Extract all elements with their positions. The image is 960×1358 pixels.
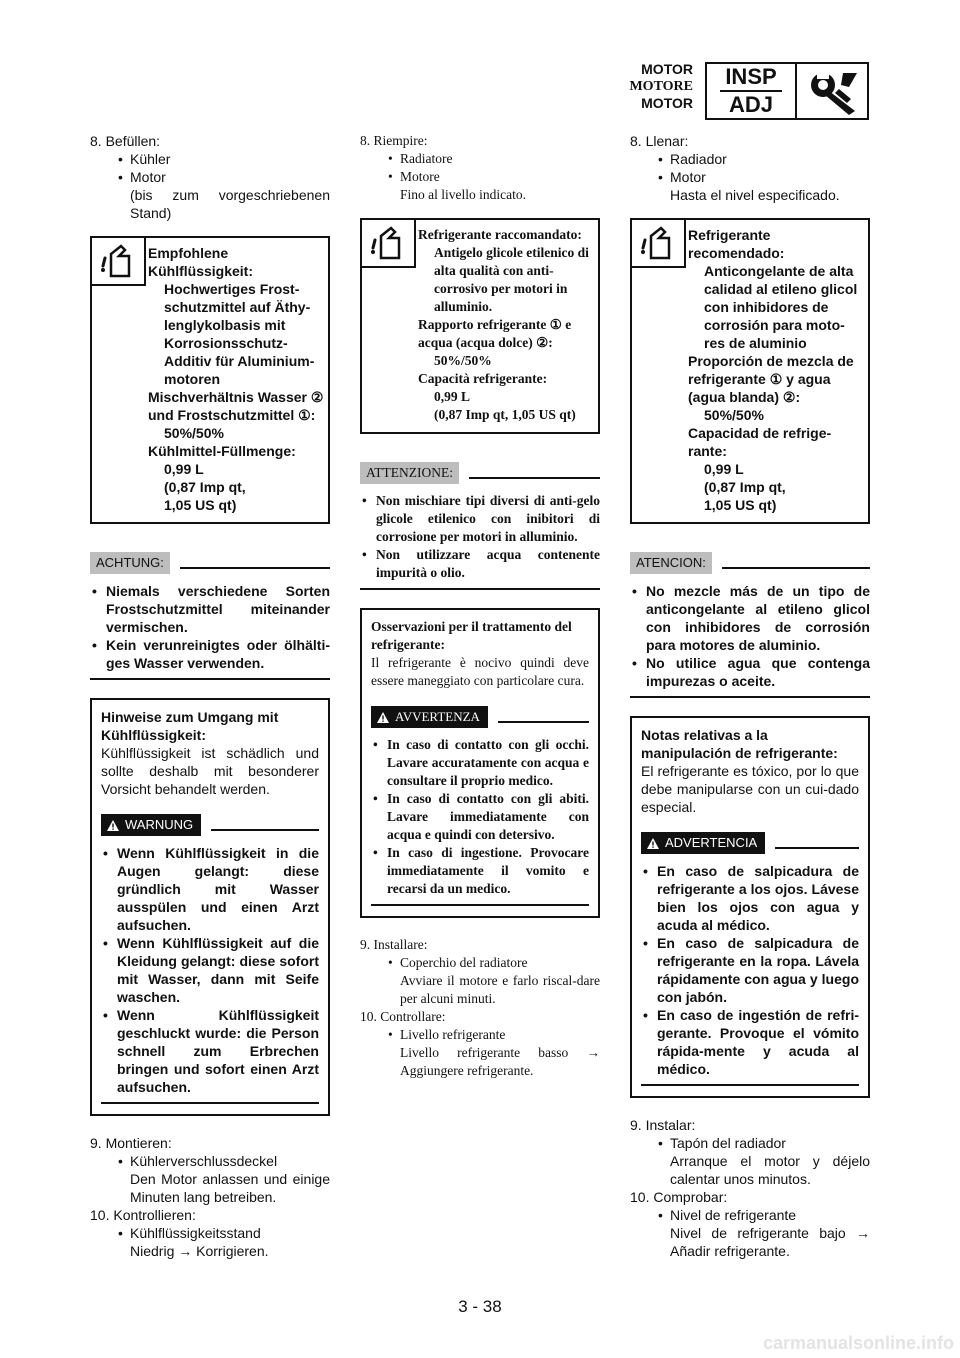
spec-line: 0,99 L	[434, 389, 471, 404]
spec-line: Kühlmittel-Füllmenge:	[148, 443, 296, 459]
wrench-icon	[797, 64, 867, 118]
badge-bottom: ADJ	[728, 92, 773, 117]
note-text: Il refrigerante è nocivo quindi deve essere maneggiato con particolare cura.	[371, 655, 589, 688]
column-spanish	[630, 132, 870, 1260]
spec-line: 50%/50%	[704, 407, 764, 423]
step-10-heading: 10. Controllare:	[360, 1009, 446, 1024]
warning-triangle-icon	[107, 820, 119, 831]
warning-label: AVVERTENZA	[371, 706, 488, 728]
note-title: Hinweise zum Umgang mit Kühlflüssigkeit:	[101, 709, 279, 743]
spec-line: Refrigerante raccomandato:	[418, 227, 582, 242]
warning-item: • En caso de salpicadura de refrigerante a los ojos. Lávese bien los ojos con agua y acuda al médico.	[641, 862, 859, 934]
spec-line: Hochwertiges Frost-schutzmittel auf Äthy-lenglykolbasis mit Korrosionsschutz-Additiv für Aluminium-motoren	[164, 281, 315, 387]
coolant-spec-box	[90, 236, 330, 524]
spec-line: 0,99 L	[164, 461, 204, 477]
column-italian	[360, 132, 600, 1080]
warning-item: • In caso di contatto con gli abiti. Lavare immediatamente con acqua e quindi con detersivo.	[371, 790, 589, 844]
column-german	[90, 132, 330, 1260]
step-9-heading: 9. Installare:	[360, 937, 428, 952]
step-9-item: • Tapón del radiador	[630, 1134, 870, 1152]
coolant-bottle-icon	[632, 220, 686, 268]
step-10-heading: 10. Kontrollieren:	[90, 1207, 196, 1223]
caution-block	[90, 552, 330, 680]
spec-line: Capacità refrigerante:	[418, 371, 548, 386]
caution-label: ATTENZIONE:	[360, 462, 459, 484]
spec-line: (0,87 Imp qt,	[704, 479, 786, 495]
caution-block	[360, 462, 600, 590]
step-8-item-2: • Motore	[360, 168, 600, 186]
warning-item: • In caso di contatto con gli occhi. Lavare accuratamente con acqua e consultare il proprio medico.	[371, 736, 589, 790]
warning-item: • En caso de ingestión de refri-gerante. Provoque el vómito rápida-mente y acuda al médico.	[641, 1006, 859, 1078]
warning-label: WARNUNG	[101, 814, 201, 836]
note-title: Notas relativas a la manipulación de refrigerante:	[641, 727, 838, 761]
step-10-note: Nivel de refrigerante bajo → Añadir refrigerante.	[670, 1225, 870, 1259]
step-9-note: Arranque el motor y déjelo calentar unos minutos.	[670, 1153, 870, 1187]
spec-line: (0,87 Imp qt,	[164, 479, 246, 495]
handling-note-box	[360, 608, 600, 918]
step-8-item-1: • Radiador	[630, 150, 870, 168]
step-8-heading: 8. Llenar:	[630, 133, 689, 149]
spec-line: Refrigerante recomendado:	[688, 227, 785, 261]
section-title-de: MOTOR	[641, 61, 693, 77]
handling-note-box	[90, 698, 330, 1116]
spec-line: Antigelo glicole etilenico di alta qualità con anti-corrosivo per motori in alluminio.	[434, 245, 589, 314]
caution-block	[630, 552, 870, 698]
spec-line: Proporción de mezcla de refrigerante ① y agua (agua blanda) ②:	[688, 353, 854, 405]
watermark: carmanualsonline.info	[762, 1333, 954, 1353]
insp-adj-badge	[705, 62, 869, 120]
spec-line: (0,87 Imp qt, 1,05 US qt)	[434, 407, 576, 422]
warning-label: ADVERTENCIA	[641, 832, 765, 854]
section-labels	[629, 61, 693, 112]
step-9-item: • Kühlerverschlussdeckel	[90, 1152, 330, 1170]
step-8-item-2: • Motor	[630, 168, 870, 186]
warning-item: • Wenn Kühlflüssigkeit in die Augen gelangt: diese gründlich mit Wasser ausspülen und einen Arzt aufsuchen.	[101, 844, 319, 934]
spec-line: 1,05 US qt)	[704, 497, 777, 513]
note-text: El refrigerante es tóxico, por lo que debe manipularse con un cui-dado especial.	[641, 763, 859, 815]
step-9-heading: 9. Montieren:	[90, 1135, 172, 1151]
warning-item: • Wenn Kühlflüssigkeit auf die Kleidung gelangt: diese sofort mit Wasser, dann mit Seife waschen.	[101, 934, 319, 1006]
spec-line: Rapporto refrigerante ① e acqua (acqua dolce) ②:	[418, 317, 572, 350]
caution-item: • Non utilizzare acqua contenente impurità o olio.	[360, 546, 600, 582]
spec-text	[686, 220, 868, 522]
step-9-note: Den Motor anlassen und einige Minuten lang betreiben.	[130, 1171, 330, 1205]
step-9-note: Avviare il motore e farlo riscal-dare per alcuni minuti.	[400, 973, 600, 1006]
spec-line: 50%/50%	[434, 353, 492, 368]
section-title-it: MOTORE	[629, 79, 693, 94]
step-8-note: (bis zum vorgeschriebenen Stand)	[130, 187, 330, 221]
spec-line: 0,99 L	[704, 461, 744, 477]
step-10-item: • Kühlflüssigkeitsstand	[90, 1224, 330, 1242]
step-8-item-1: • Kühler	[90, 150, 330, 168]
spec-line: 1,05 US qt)	[164, 497, 237, 513]
step-10-item: • Nivel de refrigerante	[630, 1206, 870, 1224]
step-8-item-2: • Motor	[90, 168, 330, 186]
spec-line: Anticongelante de alta calidad al etileno glicol con inhibidores de corrosión para moto-res de aluminio	[704, 263, 858, 351]
spec-line: Capacidad de refrige-rante:	[688, 425, 832, 459]
warning-triangle-icon	[377, 712, 389, 723]
step-8-item-1: • Radiatore	[360, 150, 600, 168]
caution-label: ACHTUNG:	[90, 552, 170, 574]
note-text: Kühlflüssigkeit ist schädlich und sollte deshalb mit besonderer Vorsicht behandelt werden.	[101, 745, 319, 797]
step-9-item: • Coperchio del radiatore	[360, 954, 600, 972]
caution-item: • No mezcle más de un tipo de anticongelante al etileno glicol con inhibidores de corrosión para motores de aluminio.	[630, 582, 870, 654]
spec-text	[416, 220, 598, 432]
section-title-es: MOTOR	[641, 95, 693, 111]
step-9-heading: 9. Instalar:	[630, 1117, 696, 1133]
step-10-item: • Livello refrigerante	[360, 1026, 600, 1044]
warning-item: • Wenn Kühlflüssigkeit geschluckt wurde: die Person schnell zum Erbrechen bringen und sofort einen Arzt aufsuchen.	[101, 1006, 319, 1096]
step-8-note: Hasta el nivel especificado.	[670, 187, 840, 203]
step-8-heading: 8. Riempire:	[360, 133, 428, 148]
spec-line: 50%/50%	[164, 425, 224, 441]
step-8-heading: 8. Befüllen:	[90, 133, 161, 149]
step-10-note: Niedrig → Korrigieren.	[130, 1243, 269, 1259]
page-number: 3 - 38	[458, 1297, 502, 1316]
caution-item: • Non mischiare tipi diversi di anti-gelo glicole etilenico con inibitori di corrosione per motori in alluminio.	[360, 492, 600, 546]
badge-text	[707, 64, 797, 118]
step-8-note: Fino al livello indicato.	[400, 187, 526, 202]
warning-item: • In caso di ingestione. Provocare immediatamente il vomito e recarsi da un medico.	[371, 844, 589, 898]
note-title: Osservazioni per il trattamento del refrigerante:	[371, 619, 572, 652]
coolant-spec-box	[360, 218, 600, 434]
spec-text	[146, 238, 328, 522]
warning-item: • En caso de salpicadura de refrigerante en la ropa. Lávela rápidamente con agua y luego con jabón.	[641, 934, 859, 1006]
caution-item: • Niemals verschiedene Sorten Frostschutzmittel miteinander vermischen.	[90, 582, 330, 636]
handling-note-box	[630, 716, 870, 1098]
caution-item: • Kein verunreinigtes oder ölhälti-ges Wasser verwenden.	[90, 636, 330, 672]
caution-label: ATENCION:	[630, 552, 712, 574]
coolant-spec-box	[630, 218, 870, 524]
warning-triangle-icon	[647, 838, 659, 849]
step-10-note: Livello refrigerante basso → Aggiungere refrigerante.	[400, 1045, 600, 1078]
spec-line: Empfohlene Kühlflüssigkeit:	[148, 245, 254, 279]
caution-item: • No utilice agua que contenga impurezas o aceite.	[630, 654, 870, 690]
coolant-bottle-icon	[362, 220, 416, 268]
step-10-heading: 10. Comprobar:	[630, 1189, 728, 1205]
spec-line: Mischverhältnis Wasser ② und Frostschutzmittel ①:	[148, 389, 324, 423]
coolant-bottle-icon	[92, 238, 146, 286]
badge-top: INSP	[725, 64, 777, 89]
